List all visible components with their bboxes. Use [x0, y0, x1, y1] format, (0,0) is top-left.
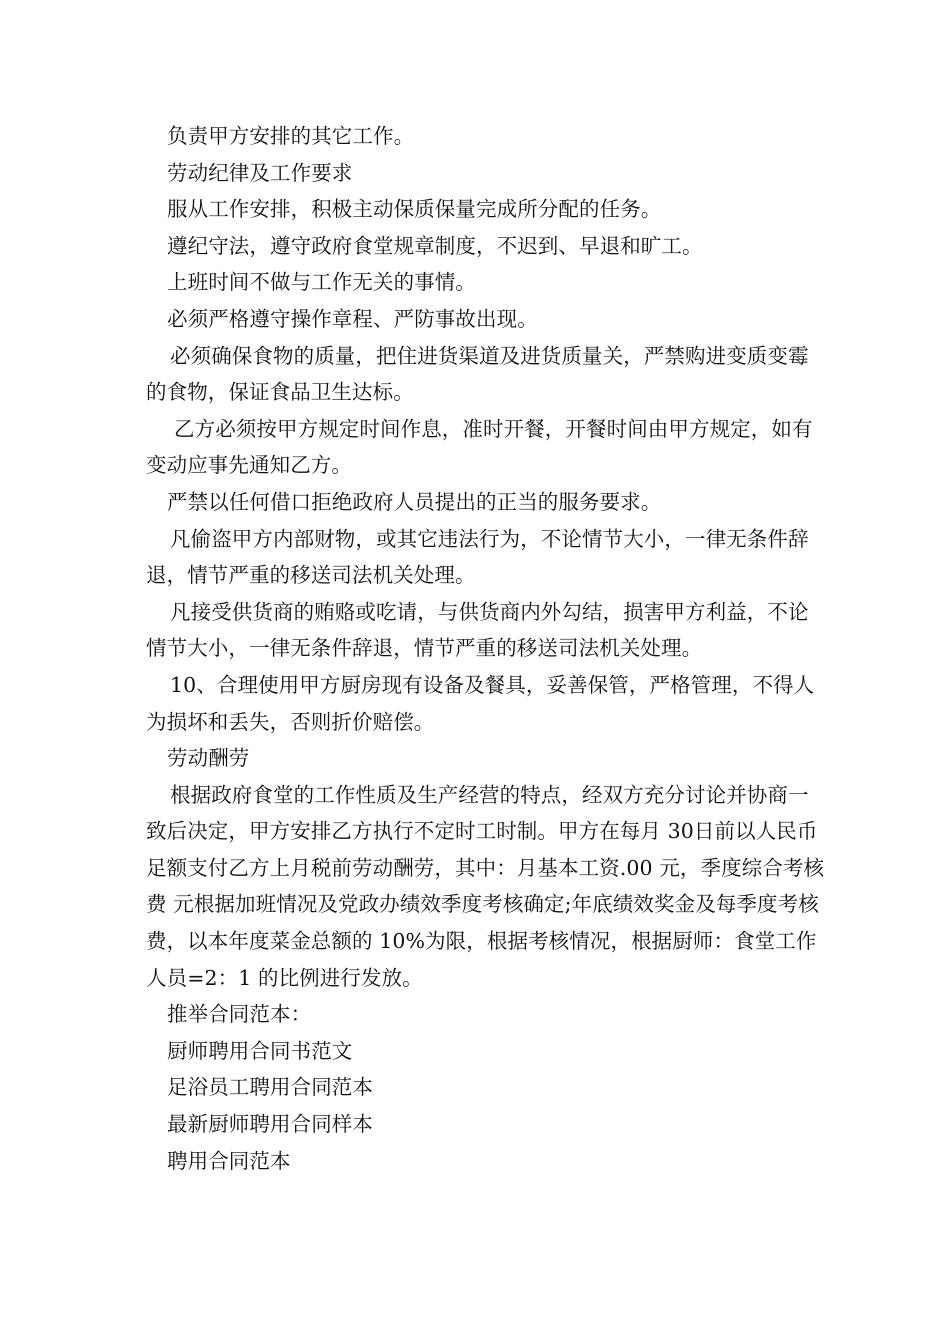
paragraph-service-requests: 严禁以任何借口拒绝政府人员提出的正当的服务要求。	[167, 489, 662, 514]
paragraph-other-duties: 负责甲方安排的其它工作。	[167, 124, 415, 148]
section-heading-remuneration: 劳动酬劳	[167, 746, 250, 771]
paragraph-bribery-dismissal: 凡接受供货商的贿赂或吃请，与供货商内外勾结，损害甲方利益，不论情节大小，一律无条件辞退，情节严重的移送司法机关处理。	[146, 599, 809, 661]
template-link-chef-contract[interactable]: 厨师聘用合同书范文	[167, 1038, 353, 1063]
paragraph-equipment-care: 10、合理使用甲方厨房现有设备及餐具，妥善保管，严格管理，不得人为损坏和丢失，否则折价赔偿。	[146, 672, 815, 734]
recommended-templates-heading: 推举合同范本：	[167, 1002, 312, 1027]
paragraph-abide-law: 遵纪守法，遵守政府食堂规章制度，不迟到、早退和旷工。	[167, 233, 703, 258]
template-link-employment-contract[interactable]: 聘用合同范本	[167, 1148, 291, 1173]
paragraph-operating-rules: 必须严格遵守操作章程、严防事故出现。	[167, 306, 538, 331]
section-heading-labor-discipline: 劳动纪律及工作要求	[167, 160, 353, 185]
paragraph-food-quality: 必须确保食物的质量，把住进货渠道及进货质量关，严禁购进变质变霉的食物，保证食品卫生达标。	[146, 343, 809, 405]
template-link-foot-bath-staff-contract[interactable]: 足浴员工聘用合同范本	[167, 1075, 373, 1100]
paragraph-obey-arrangements: 服从工作安排，积极主动保质保量完成所分配的任务。	[167, 197, 662, 222]
template-link-latest-chef-contract[interactable]: 最新厨师聘用合同样本	[167, 1112, 373, 1137]
paragraph-theft-dismissal: 凡偷盗甲方内部财物，或其它违法行为，不论情节大小，一律无条件辞退，情节严重的移送司法机关处理。	[146, 526, 809, 588]
paragraph-meal-schedule: 乙方必须按甲方规定时间作息，准时开餐，开餐时间由甲方规定，如有变动应事先通知乙方。	[146, 416, 813, 478]
document-body	[146, 118, 826, 1179]
paragraph-work-hours: 上班时间不做与工作无关的事情。	[167, 270, 476, 295]
paragraph-remuneration-details: 根据政府食堂的工作性质及生产经营的特点，经双方充分讨论并协商一致后决定，甲方安排乙方执行不定时工时制。甲方在每月 30日前以人民币足额支付乙方上月税前劳动酬劳，其中：月基本工资.00 元，季度综合考核费 元根据加班情况及党政办绩效季度考核确定;年底绩效奖金及每季度考核费，以本年度菜金总额的 10%为限，根据考核情况，根据厨师：食堂工作人员=2：1 的比例进行发放。	[146, 782, 825, 990]
